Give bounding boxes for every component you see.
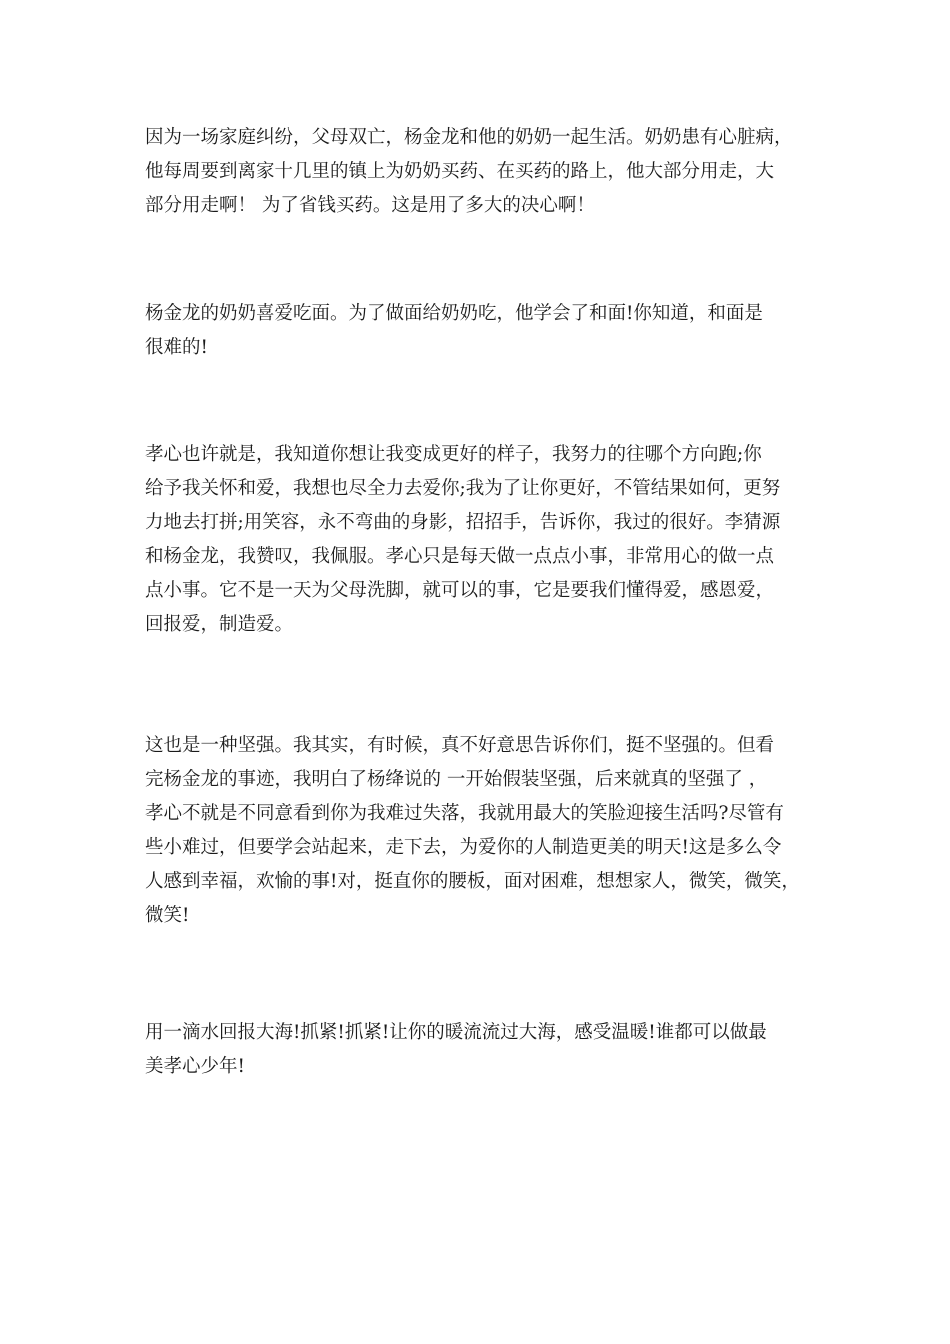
paragraph-4: 这也是一种坚强。我其实，有时候，真不好意思告诉你们，挺不坚强的。但看 完杨金龙的事迹，我明白了杨绛说的 一开始假装坚强，后来就真的坚强了 ， 孝心不就是不同意看到你为我难过失落，我就用最大的笑脸迎接生活吗?尽管有 些小难过，但要学会站起来，走下去，为爱你的人制造更美的明天!这是多么令 人感到幸福，欢愉的事!对，挺直你的腰板，面对困难，想想家人，微笑，微笑， 微笑! [145,735,800,926]
paragraph-5: 用一滴水回报大海!抓紧!抓紧!让你的暖流流过大海，感受温暖!谁都可以做最 美孝心少年! [145,1022,767,1077]
paragraph-2: 杨金龙的奶奶喜爱吃面。为了做面给奶奶吃，他学会了和面!你知道，和面是 很难的! [145,303,763,358]
paragraph-3: 孝心也许就是，我知道你想让我变成更好的样子，我努力的往哪个方向跑;你 给予我关怀和爱，我想也尽全力去爱你;我为了让你更好，不管结果如何，更努 力地去打拼;用笑容，永不弯曲的身影，招招手，告诉你，我过的很好。李猜源 和杨金龙，我赞叹，我佩服。孝心只是每天做一点点小事，非常用心的做一点 点小事。它不是一天为父母洗脚，就可以的事，它是要我们懂得爱，感恩爱， 回报爱，制造爱。 [145,444,781,635]
paragraph-1: 因为一场家庭纠纷，父母双亡，杨金龙和他的奶奶一起生活。奶奶患有心脏病， 他每周要到离家十几里的镇上为奶奶买药、在买药的路上，他大部分用走，大 部分用走啊！ 为了省钱买药。这是用了多大的决心啊！ [145,127,793,216]
